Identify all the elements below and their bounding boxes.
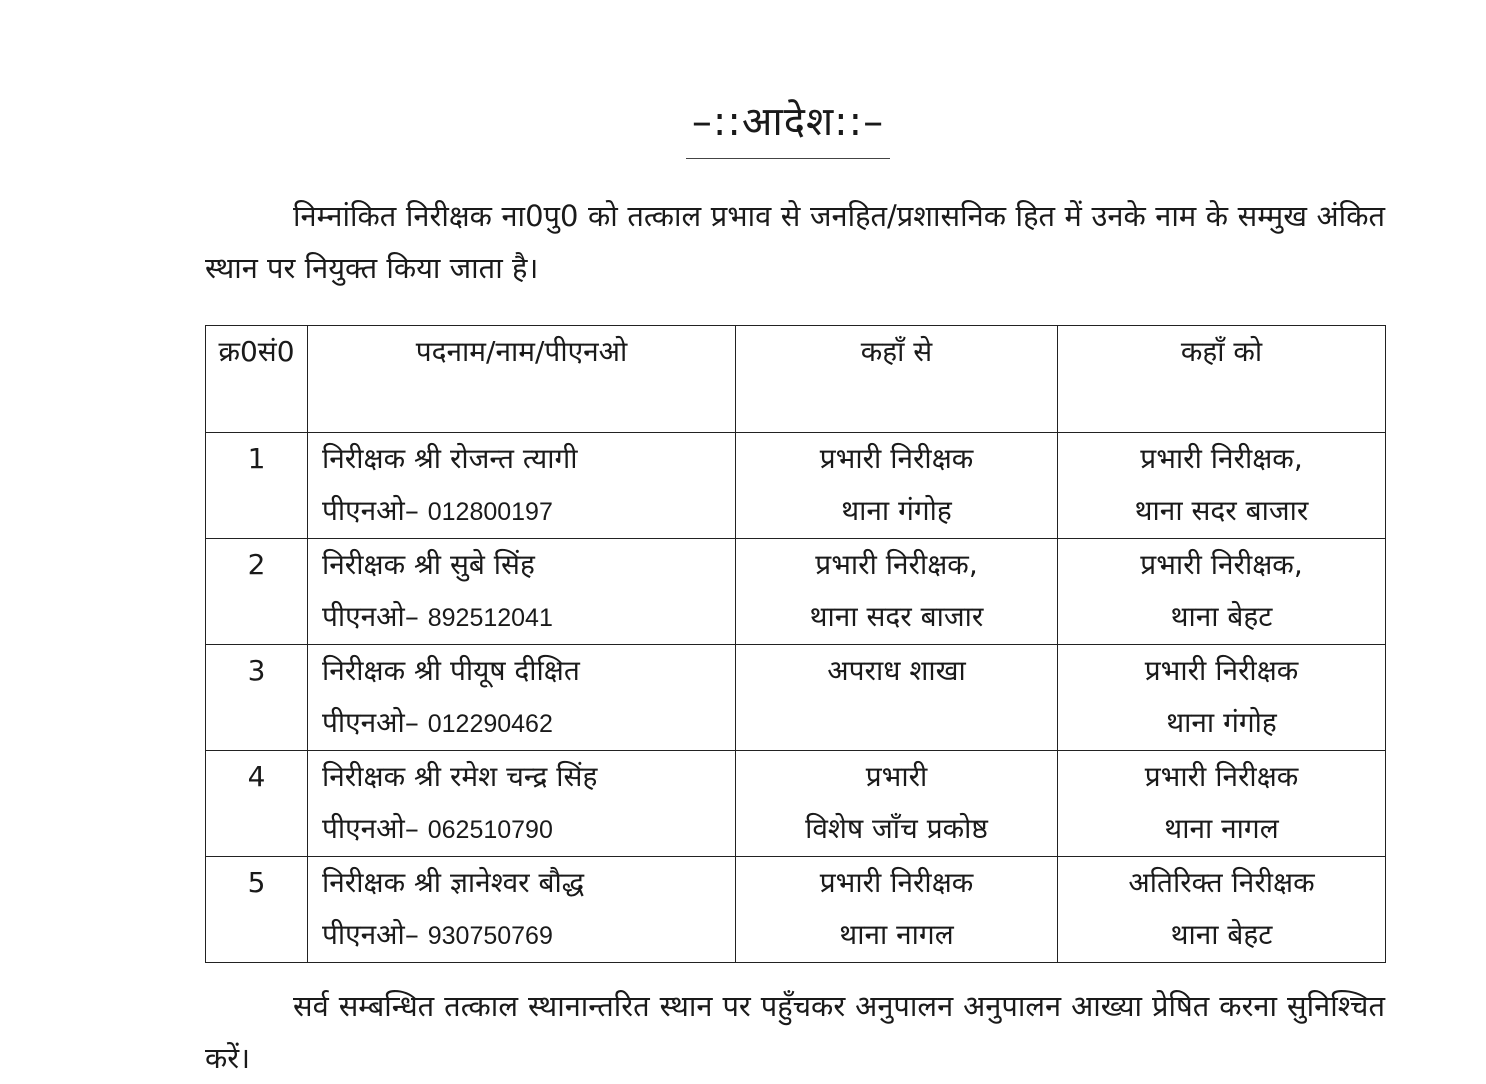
officer-name: निरीक्षक श्री रमेश चन्द्र सिंह bbox=[322, 760, 598, 793]
serial-cell bbox=[206, 751, 308, 857]
header-designation: पदनाम/नाम/पीएनओ bbox=[308, 326, 736, 433]
serial-number: 2 bbox=[247, 548, 266, 581]
table-row bbox=[206, 433, 1386, 539]
from-station: थाना सदर बाजार bbox=[809, 600, 984, 633]
table-row bbox=[206, 645, 1386, 751]
pno-line bbox=[322, 591, 735, 644]
serial-number: 1 bbox=[247, 442, 266, 475]
table-row bbox=[206, 857, 1386, 963]
pno-label: पीएनओ– bbox=[322, 918, 419, 951]
pno-number: 012800197 bbox=[427, 498, 553, 526]
pno-number: 892512041 bbox=[427, 604, 553, 632]
to-station: थाना नागल bbox=[1164, 812, 1279, 845]
serial-number: 4 bbox=[247, 760, 266, 793]
to-cell bbox=[1058, 751, 1386, 857]
pno-line bbox=[322, 697, 735, 750]
pno-number: 930750769 bbox=[427, 922, 553, 950]
serial-cell bbox=[206, 539, 308, 645]
serial-number: 5 bbox=[247, 866, 266, 899]
designation-cell bbox=[308, 645, 736, 751]
designation-cell bbox=[308, 539, 736, 645]
pno-line bbox=[322, 909, 735, 962]
officer-name: निरीक्षक श्री ज्ञानेश्वर बौद्ध bbox=[322, 866, 585, 899]
pno-line bbox=[322, 803, 735, 856]
from-post: प्रभारी bbox=[865, 760, 928, 793]
designation-cell bbox=[308, 433, 736, 539]
to-cell bbox=[1058, 857, 1386, 963]
table-row bbox=[206, 539, 1386, 645]
pno-label: पीएनओ– bbox=[322, 494, 419, 527]
pno-number: 062510790 bbox=[427, 816, 553, 844]
intro-paragraph: निम्नांकित निरीक्षक ना0पु0 को तत्काल प्रभाव से जनहित/प्रशासनिक हित में उनके नाम के सम्मुख अंकित स्थान पर नियुक्त किया जाता है। bbox=[205, 199, 1385, 285]
from-cell bbox=[736, 539, 1058, 645]
to-post: प्रभारी निरीक्षक bbox=[1144, 760, 1299, 793]
serial-cell bbox=[206, 857, 308, 963]
serial-cell bbox=[206, 645, 308, 751]
from-station: थाना नागल bbox=[839, 918, 954, 951]
from-post: अपराध शाखा bbox=[827, 654, 966, 687]
officer-name: निरीक्षक श्री रोजन्त त्यागी bbox=[322, 442, 578, 475]
officer-name: निरीक्षक श्री पीयूष दीक्षित bbox=[322, 654, 580, 687]
from-post: प्रभारी निरीक्षक bbox=[819, 866, 974, 899]
to-cell bbox=[1058, 433, 1386, 539]
from-station: थाना गंगोह bbox=[841, 494, 952, 527]
designation-cell bbox=[308, 751, 736, 857]
to-station: थाना सदर बाजार bbox=[1134, 494, 1309, 527]
header-to: कहाँ को bbox=[1058, 326, 1386, 433]
pno-number: 012290462 bbox=[427, 710, 553, 738]
table-row bbox=[206, 751, 1386, 857]
to-station: थाना बेहट bbox=[1170, 600, 1273, 633]
to-station: थाना बेहट bbox=[1170, 918, 1273, 951]
pno-line bbox=[322, 485, 735, 538]
to-cell bbox=[1058, 539, 1386, 645]
from-cell bbox=[736, 645, 1058, 751]
from-cell bbox=[736, 751, 1058, 857]
to-cell bbox=[1058, 645, 1386, 751]
header-serial: क्र0सं0 bbox=[206, 326, 308, 433]
to-post: प्रभारी निरीक्षक, bbox=[1140, 442, 1303, 475]
table-body bbox=[206, 433, 1386, 963]
from-post: प्रभारी निरीक्षक, bbox=[815, 548, 978, 581]
to-station: थाना गंगोह bbox=[1166, 706, 1277, 739]
pno-label: पीएनओ– bbox=[322, 706, 419, 739]
from-station: विशेष जाँच प्रकोष्ठ bbox=[805, 812, 988, 845]
designation-cell bbox=[308, 857, 736, 963]
from-post: प्रभारी निरीक्षक bbox=[819, 442, 974, 475]
order-title-text: –::आदेश::– bbox=[686, 92, 890, 159]
table-header-row bbox=[206, 326, 1386, 433]
serial-cell bbox=[206, 433, 308, 539]
from-cell bbox=[736, 857, 1058, 963]
transfer-table bbox=[205, 325, 1386, 963]
order-title bbox=[0, 92, 1486, 159]
pno-label: पीएनओ– bbox=[322, 600, 419, 633]
from-cell bbox=[736, 433, 1058, 539]
to-post: प्रभारी निरीक्षक, bbox=[1140, 548, 1303, 581]
to-post: प्रभारी निरीक्षक bbox=[1144, 654, 1299, 687]
header-from: कहाँ से bbox=[736, 326, 1058, 433]
pno-label: पीएनओ– bbox=[322, 812, 419, 845]
closing-paragraph: सर्व सम्बन्धित तत्काल स्थानान्तरित स्थान पर पहुँचकर अनुपालन अनुपालन आख्या प्रेषित करना सुनिश्चित करें। bbox=[205, 989, 1385, 1075]
to-post: अतिरिक्त निरीक्षक bbox=[1128, 866, 1315, 899]
serial-number: 3 bbox=[247, 654, 266, 687]
officer-name: निरीक्षक श्री सुबे सिंह bbox=[322, 548, 535, 581]
